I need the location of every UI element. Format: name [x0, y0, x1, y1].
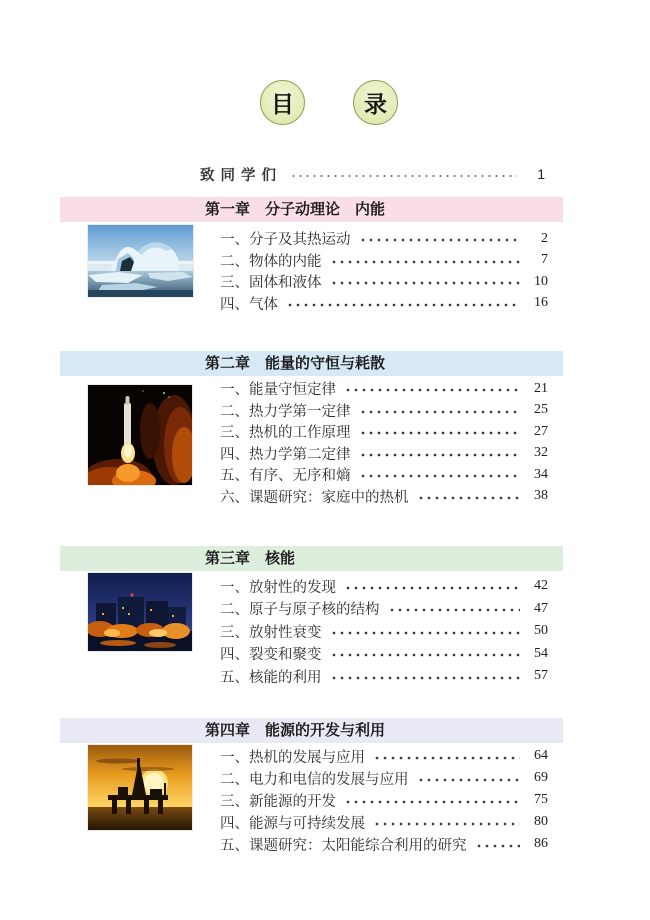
- preface-label: 致同学们: [200, 167, 282, 184]
- dot-leader: [475, 840, 521, 852]
- toc-item: [220, 271, 548, 293]
- toc-item-page: 2: [541, 230, 548, 246]
- toc-item-label: 四、能源与可持续发展: [220, 815, 365, 832]
- dot-leader: [359, 406, 521, 418]
- chapter-1-title: 第一章 分子动理论 内能: [205, 201, 386, 218]
- toc-item: [220, 789, 548, 811]
- toc-item: [220, 811, 548, 833]
- toc-item-label: 二、原子与原子核的结构: [220, 602, 380, 619]
- toc-item-label: 三、新能源的开发: [220, 793, 336, 810]
- chapter-1-section: [60, 197, 563, 314]
- dot-leader: [330, 256, 521, 268]
- toc-item: [220, 620, 548, 643]
- toc-item-page: 64: [534, 748, 548, 763]
- dot-leader: [344, 582, 520, 594]
- toc-item: [220, 643, 548, 666]
- toc-item-label: 一、分子及其热运动: [220, 232, 351, 249]
- toc-item-label: 三、放射性衰变: [220, 624, 322, 641]
- toc-item-page: 34: [534, 466, 548, 482]
- dot-leader: [330, 649, 521, 661]
- toc-item-page: 32: [534, 445, 548, 461]
- chapter-1-banner: [60, 197, 563, 222]
- toc-item: [220, 421, 548, 443]
- chapter-2-banner: [60, 351, 563, 376]
- toc-item-page: 57: [534, 668, 548, 684]
- toc-item-page: 75: [534, 792, 548, 807]
- toc-item-label: 一、能量守恒定律: [220, 382, 336, 399]
- toc-item: [220, 598, 548, 621]
- toc-item-page: 16: [534, 295, 548, 311]
- toc-item-page: 7: [541, 252, 548, 268]
- dot-leader: [373, 818, 520, 830]
- toc-item: [220, 486, 548, 508]
- title-circle-mu: [260, 80, 305, 125]
- toc-item-page: 21: [534, 380, 548, 396]
- chapter-4-banner: [60, 718, 563, 743]
- toc-item-page: 80: [534, 814, 548, 829]
- night-plant-photo: [88, 573, 192, 651]
- toc-item-label: 五、课题研究：太阳能综合利用的研究: [220, 837, 467, 854]
- chapter-4-section: [60, 718, 563, 855]
- toc-item: [220, 228, 548, 250]
- dot-leader: [359, 470, 521, 482]
- dot-leader: [330, 627, 521, 639]
- toc-item-label: 四、裂变和聚变: [220, 647, 322, 664]
- dot-leader: [417, 492, 521, 504]
- dot-leader: [359, 427, 521, 439]
- toc-item-label: 二、电力和电信的发展与应用: [220, 771, 409, 788]
- title-char: 目: [271, 91, 294, 117]
- dot-leader: [330, 672, 521, 684]
- toc-item: [220, 293, 548, 315]
- toc-item: [220, 443, 548, 465]
- toc-item-label: 五、有序、无序和熵: [220, 468, 351, 485]
- dot-leader: [290, 170, 517, 182]
- rocket-launch-photo: [88, 385, 192, 485]
- toc-item-label: 三、固体和液体: [220, 275, 322, 292]
- preface-page-number: 1: [537, 166, 545, 182]
- dot-leader: [344, 796, 520, 808]
- chapter-3-section: [60, 546, 563, 688]
- toc-item: [220, 833, 548, 855]
- toc-item-page: 38: [534, 488, 548, 504]
- toc-item: [220, 665, 548, 688]
- toc-item: [220, 250, 548, 272]
- toc-item-page: 86: [534, 836, 548, 851]
- dot-leader: [359, 449, 521, 461]
- chapter-3-banner: [60, 546, 563, 571]
- title-char: 录: [364, 91, 387, 117]
- chapter-2-section: [60, 351, 563, 507]
- chapter-3-title: 第三章 核能: [205, 550, 296, 567]
- toc-item-label: 五、核能的利用: [220, 669, 322, 686]
- dot-leader: [373, 752, 520, 764]
- toc-item: [220, 400, 548, 422]
- toc-item-page: 27: [534, 423, 548, 439]
- toc-item-page: 54: [534, 645, 548, 661]
- toc-item-label: 三、热机的工作原理: [220, 425, 351, 442]
- toc-item-page: 50: [534, 623, 548, 639]
- toc-item-page: 25: [534, 402, 548, 418]
- title-circle-lu: [353, 80, 398, 125]
- dot-leader: [286, 299, 520, 311]
- toc-item-page: 10: [534, 273, 548, 289]
- toc-item: [220, 378, 548, 400]
- toc-item: [220, 745, 548, 767]
- toc-item-label: 一、放射性的发现: [220, 579, 336, 596]
- toc-item-label: 六、课题研究：家庭中的热机: [220, 489, 409, 506]
- chapter-4-title: 第四章 能源的开发与利用: [205, 722, 386, 739]
- dot-leader: [344, 384, 520, 396]
- toc-item-label: 四、热力学第二定律: [220, 446, 351, 463]
- toc-item-page: 47: [534, 600, 548, 616]
- toc-item-page: 42: [534, 578, 548, 594]
- dot-leader: [417, 774, 521, 786]
- dot-leader: [330, 277, 521, 289]
- toc-item: [220, 767, 548, 789]
- oil-rig-sunset-photo: [88, 745, 192, 830]
- toc-item: [220, 575, 548, 598]
- toc-item-label: 四、气体: [220, 296, 278, 313]
- toc-item-label: 一、热机的发展与应用: [220, 749, 365, 766]
- dot-leader: [359, 234, 521, 246]
- toc-item-label: 二、物体的内能: [220, 253, 322, 270]
- preface-row: [200, 164, 545, 184]
- iceberg-photo: [88, 225, 193, 297]
- toc-item-page: 69: [534, 770, 548, 785]
- toc-item: [220, 464, 548, 486]
- chapter-2-title: 第二章 能量的守恒与耗散: [205, 355, 386, 372]
- dot-leader: [388, 604, 521, 616]
- toc-item-label: 二、热力学第一定律: [220, 403, 351, 420]
